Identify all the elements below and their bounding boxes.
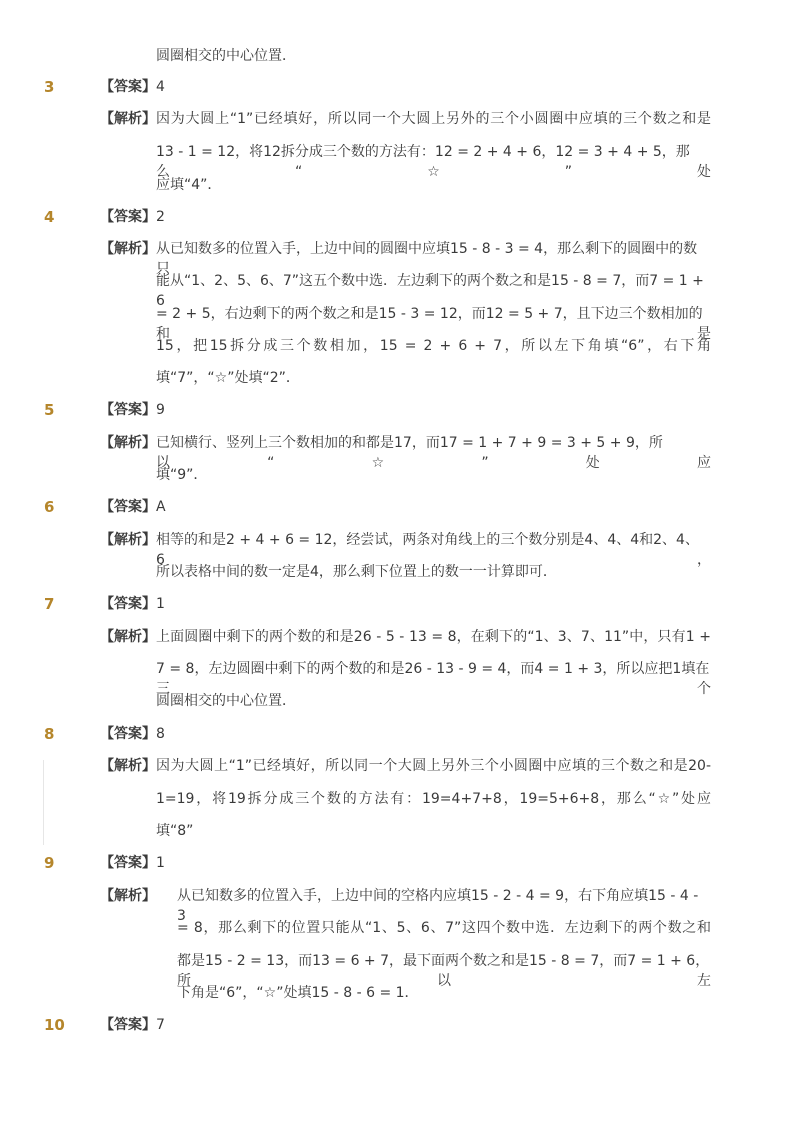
analysis-line: 圆圈相交的中心位置． xyxy=(156,693,296,709)
analysis-line: 7 = 8，左边圆圈中剩下的两个数的和是26 - 13 - 9 = 4，而4 = 1 + 3，所以应把1填在三个 xyxy=(156,661,711,697)
analysis-label: 【解析】 xyxy=(100,435,156,451)
analysis-line: 填“7”，“☆”处填“2”． xyxy=(156,370,300,386)
analysis-label: 【解析】 xyxy=(100,111,156,127)
analysis-line: 都是15 - 2 = 13，而13 = 6 + 7，最下面两个数之和是15 - 8 = 7，而7 = 1 + 6，所以左 xyxy=(177,953,711,989)
analysis-line: 上面圆圈中剩下的两个数的和是26 - 5 - 13 = 8，在剩下的“1、3、7、11”中，只有1 + xyxy=(156,629,711,645)
analysis-line: 能从“1、2、5、6、7”这五个数中选．左边剩下的两个数之和是15 - 8 = 7，而7 = 1 + 6 xyxy=(156,273,704,309)
analysis-line: 13 - 1 = 12，将12拆分成三个数的方法有：12 = 2 + 4 + 6，12 = 3 + 4 + 5，那么“☆”处 xyxy=(156,144,711,180)
answer-label: 【答案】 xyxy=(100,209,156,225)
analysis-line: 从已知数多的位置入手，上边中间的空格内应填15 - 2 - 4 = 9，右下角应填15 - 4 - 3 xyxy=(177,888,699,924)
analysis-label: 【解析】 xyxy=(100,758,156,774)
question-number: 4 xyxy=(44,208,55,226)
analysis-label: 【解析】 xyxy=(100,888,156,904)
analysis-line: = 8，那么剩下的位置只能从“1、5、6、7”这四个数中选．左边剩下的两个数之和 xyxy=(177,920,711,936)
analysis-label: 【解析】 xyxy=(100,241,156,257)
answer-label: 【答案】 xyxy=(100,726,156,742)
question-number: 3 xyxy=(44,78,55,96)
answer-value: 8 xyxy=(156,726,165,742)
analysis-line: 1=19，将19拆分成三个数的方法有：19=4+7+8，19=5+6+8，那么“☆”处应 xyxy=(156,791,711,807)
question-number: 6 xyxy=(44,498,55,516)
answer-value: 4 xyxy=(156,79,165,95)
question-number: 10 xyxy=(44,1016,65,1034)
analysis-line: 已知横行、竖列上三个数相加的和都是17，而17 = 1 + 7 + 9 = 3 + 5 + 9，所以“☆”处应 xyxy=(156,435,711,471)
answer-value: 2 xyxy=(156,209,165,225)
answer-value: 1 xyxy=(156,855,165,871)
analysis-label: 【解析】 xyxy=(100,629,156,645)
question-number: 9 xyxy=(44,854,55,872)
question-number: 7 xyxy=(44,595,55,613)
answer-value: 9 xyxy=(156,402,165,418)
question-number: 8 xyxy=(44,725,55,743)
answer-label: 【答案】 xyxy=(100,499,156,515)
analysis-line: = 2 + 5，右边剩下的两个数之和是15 - 3 = 12，而12 = 5 + 7，且下边三个数相加的和是 xyxy=(156,306,711,342)
analysis-line: 从已知数多的位置入手，上边中间的圆圈中应填15 - 8 - 3 = 4，那么剩下的圆圈中的数只 xyxy=(156,241,698,277)
analysis-line: 所以表格中间的数一定是4，那么剩下位置上的数一一计算即可． xyxy=(156,564,557,580)
answer-value: A xyxy=(156,499,166,515)
margin-rule xyxy=(43,760,44,845)
analysis-label: 【解析】 xyxy=(100,532,156,548)
analysis-line: 应填“4”． xyxy=(156,177,222,193)
answer-value: 7 xyxy=(156,1017,165,1033)
analysis-line: 因为大圆上“1”已经填好，所以同一个大圆上另外的三个小圆圈中应填的三个数之和是 xyxy=(156,111,711,127)
analysis-line: 相等的和是2 + 4 + 6 = 12，经尝试，两条对角线上的三个数分别是4、4、4和2、4、6， xyxy=(156,532,711,568)
analysis-line: 下角是“6”，“☆”处填15 - 8 - 6 = 1． xyxy=(177,985,419,1001)
analysis-line: 填“9”． xyxy=(156,467,208,483)
answer-label: 【答案】 xyxy=(100,596,156,612)
answer-label: 【答案】 xyxy=(100,79,156,95)
analysis-line: 填“8” xyxy=(156,823,194,839)
analysis-line: 15，把15拆分成三个数相加，15 = 2 + 6 + 7，所以左下角填“6”，右下角 xyxy=(156,338,711,354)
analysis-line: 因为大圆上“1”已经填好，所以同一个大圆上另外三个小圆圈中应填的三个数之和是20- xyxy=(156,758,711,774)
answer-label: 【答案】 xyxy=(100,855,156,871)
answer-label: 【答案】 xyxy=(100,402,156,418)
continuation-text: 圆圈相交的中心位置． xyxy=(156,48,296,64)
answer-label: 【答案】 xyxy=(100,1017,156,1033)
answer-value: 1 xyxy=(156,596,165,612)
question-number: 5 xyxy=(44,401,55,419)
